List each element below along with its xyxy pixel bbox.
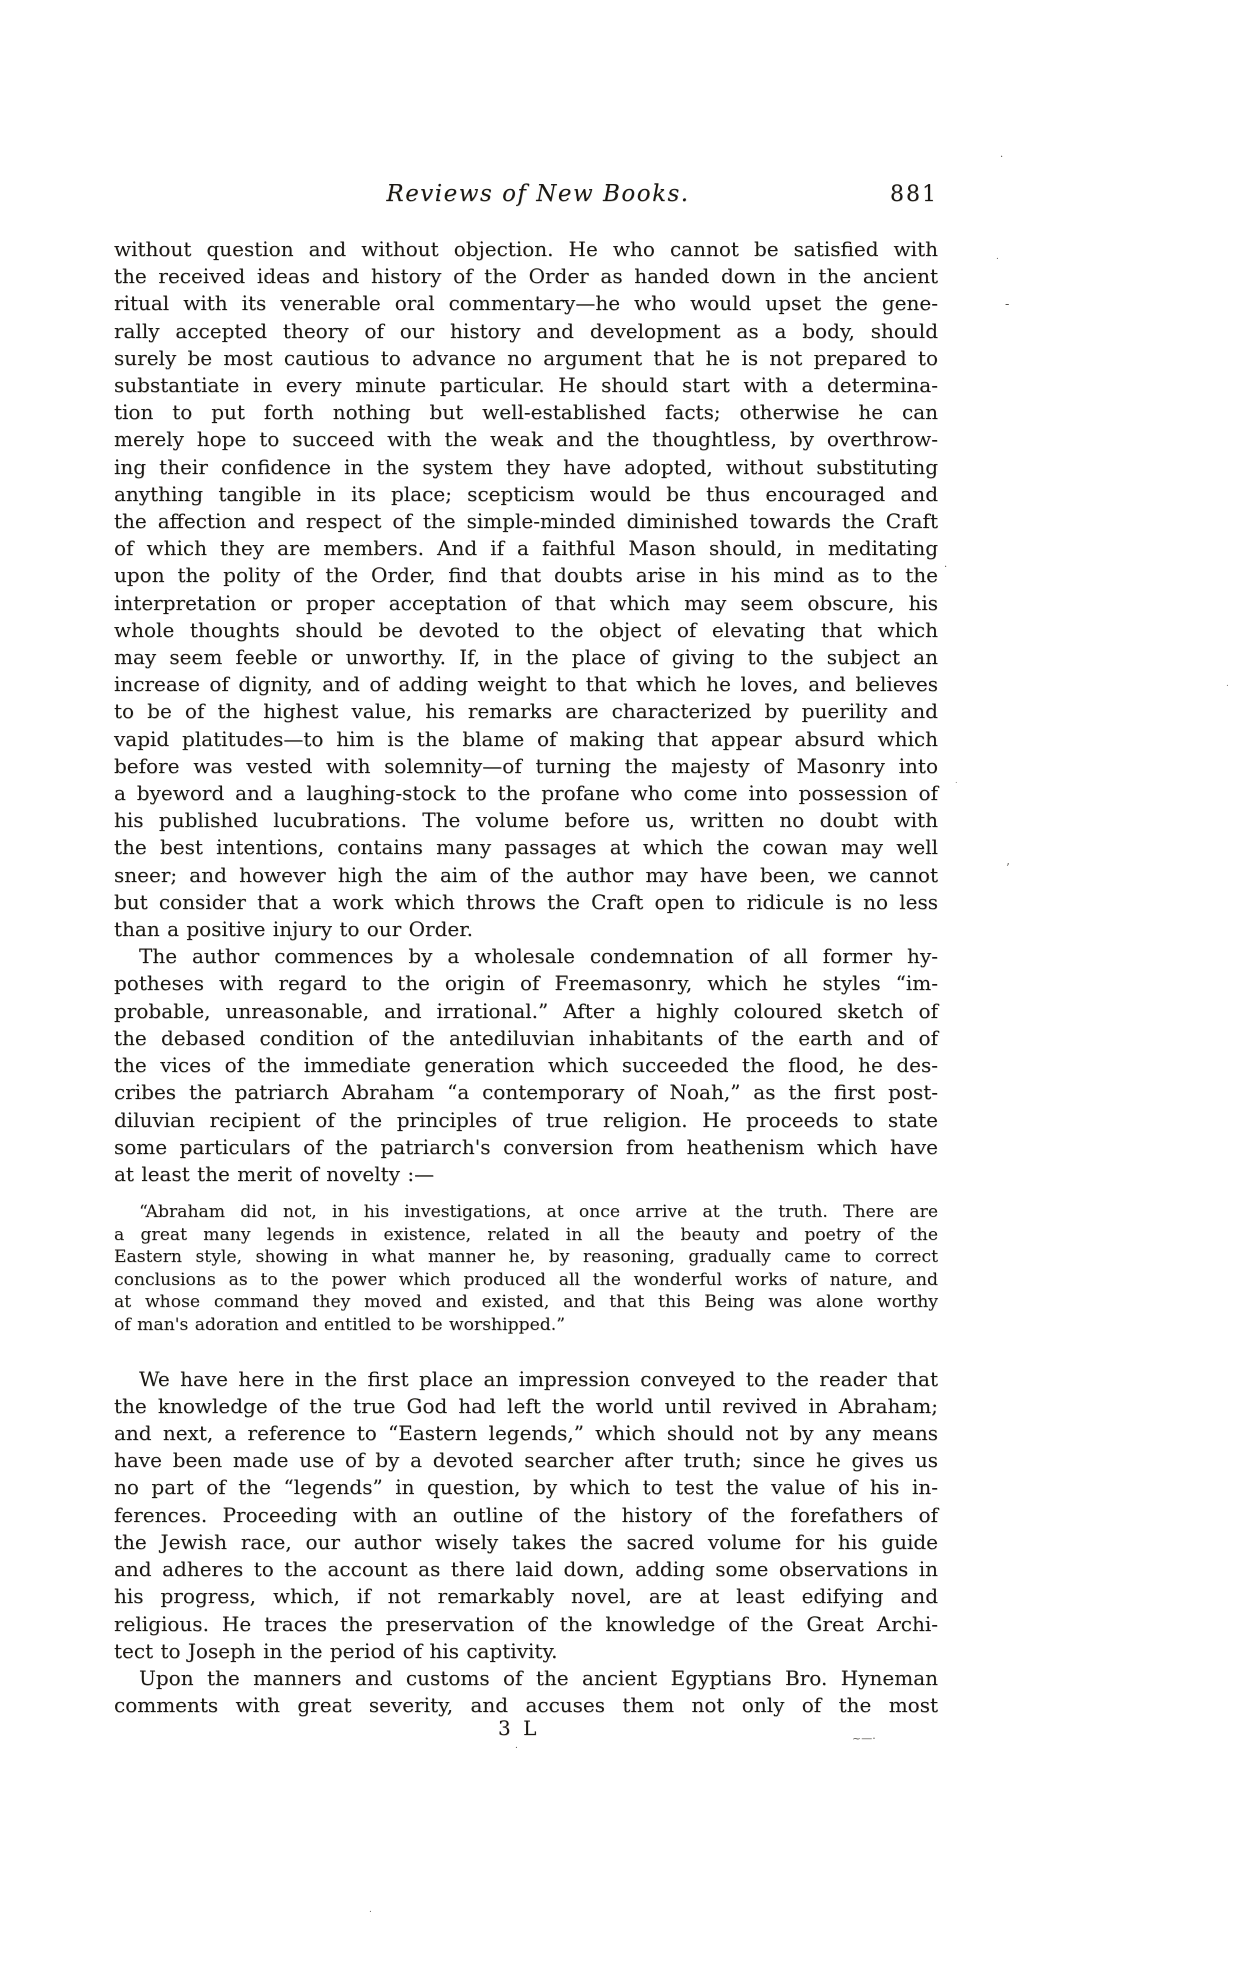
text-line: and next, a reference to “Eastern legends,” which should not by any means bbox=[114, 1421, 938, 1446]
text-line: the vices of the immediate generation which succeeded the flood, he des- bbox=[114, 1053, 938, 1078]
scan-noise-mark: . bbox=[515, 1741, 518, 1751]
text-line: conclusions as to the power which produced all the wonderful works of nature, and bbox=[114, 1269, 938, 1290]
page-number: 881 bbox=[890, 182, 938, 207]
text-line: surely be most cautious to advance no argument that he is not prepared to bbox=[114, 345, 938, 370]
body-paragraph bbox=[114, 1366, 938, 1665]
text-line: the Jewish race, our author wisely takes the sacred volume for his guide bbox=[114, 1529, 938, 1554]
text-line: than a positive injury to our Order. bbox=[114, 917, 473, 942]
text-line: anything tangible in its place; scepticism would be thus encouraged and bbox=[114, 481, 938, 506]
text-line: ing their confidence in the system they have adopted, without substituting bbox=[114, 454, 938, 479]
text-line: at least the merit of novelty :— bbox=[114, 1161, 435, 1186]
text-line: of which they are members. And if a faithful Mason should, in meditating bbox=[114, 536, 938, 561]
text-line: We have here in the first place an impression conveyed to the reader that bbox=[139, 1366, 938, 1391]
text-line: vapid platitudes—to him is the blame of making that appear absurd which bbox=[114, 726, 938, 751]
text-line: a byeword and a laughing-stock to the profane who come into possession of bbox=[114, 781, 938, 806]
text-line: interpretation or proper acceptation of that which may seem obscure, his bbox=[114, 590, 938, 615]
text-line: sneer; and however high the aim of the author may have been, we cannot bbox=[114, 862, 938, 887]
text-line: before was vested with solemnity—of turning the majesty of Masonry into bbox=[114, 753, 938, 778]
text-line: a great many legends in existence, related in all the beauty and poetry of the bbox=[114, 1224, 938, 1245]
scan-noise-mark: . bbox=[1000, 149, 1004, 160]
page-text-block bbox=[114, 236, 938, 1719]
text-line: the received ideas and history of the Order as handed down in the ancient bbox=[114, 264, 938, 289]
scan-noise-mark: . bbox=[369, 1905, 372, 1915]
text-line: tect to Joseph in the period of his captivity. bbox=[114, 1638, 558, 1663]
text-line: comments with great severity, and accuses them not only of the most bbox=[114, 1693, 938, 1718]
printer-signature-mark: 3 L bbox=[498, 1716, 540, 1740]
text-line: Upon the manners and customs of the ancient Egyptians Bro. Hyneman bbox=[139, 1665, 938, 1690]
text-line: religious. He traces the preservation of the knowledge of the Great Archi- bbox=[114, 1611, 938, 1636]
text-line: may seem feeble or unworthy. If, in the place of giving to the subject an bbox=[114, 645, 938, 670]
text-line: diluvian recipient of the principles of true religion. He proceeds to state bbox=[114, 1107, 938, 1132]
text-line: his progress, which, if not remarkably novel, are at least edifying and bbox=[114, 1584, 938, 1609]
text-line: Eastern style, showing in what manner he, by reasoning, gradually came to correct bbox=[114, 1247, 938, 1268]
text-line: probable, unreasonable, and irrational.” After a highly coloured sketch of bbox=[114, 998, 938, 1023]
running-title: Reviews of New Books. bbox=[386, 181, 690, 207]
body-paragraph bbox=[114, 943, 938, 1188]
text-line: and adheres to the account as there laid down, adding some observations in bbox=[114, 1557, 938, 1582]
scan-noise-mark: . bbox=[944, 559, 948, 570]
scan-noise-mark: . bbox=[1226, 679, 1229, 689]
text-line: potheses with regard to the origin of Freemasonry, which he styles “im- bbox=[114, 971, 938, 996]
text-line: the debased condition of the antediluvian inhabitants of the earth and of bbox=[114, 1025, 938, 1050]
scan-noise-mark: ~—· bbox=[852, 1732, 876, 1745]
text-line: to be of the highest value, his remarks are characterized by puerility and bbox=[114, 699, 938, 724]
body-paragraph bbox=[114, 236, 938, 943]
text-line: The author commences by a wholesale condemnation of all former hy- bbox=[139, 944, 938, 969]
running-header bbox=[114, 181, 938, 213]
text-line: no part of the “legends” in question, by which to test the value of his in- bbox=[114, 1475, 938, 1500]
text-line: merely hope to succeed with the weak and the thoughtless, by overthrow- bbox=[114, 427, 938, 452]
text-line: without question and without objection. He who cannot be satisfied with bbox=[114, 237, 938, 261]
text-line: substantiate in every minute particular. He should start with a determina- bbox=[114, 373, 938, 398]
blockquote-paragraph bbox=[114, 1201, 938, 1337]
scan-noise-mark: . bbox=[996, 252, 999, 262]
text-line: some particulars of the patriarch's conversion from heathenism which have bbox=[114, 1134, 938, 1159]
text-line: ferences. Proceeding with an outline of the history of the forefathers of bbox=[114, 1502, 938, 1527]
text-line: at whose command they moved and existed, and that this Being was alone worthy bbox=[114, 1292, 938, 1313]
body-paragraph bbox=[114, 1665, 938, 1719]
text-line: the knowledge of the true God had left the world until revived in Abraham; bbox=[114, 1393, 938, 1418]
text-line: but consider that a work which throws the Craft open to ridicule is no less bbox=[114, 889, 938, 914]
text-line: upon the polity of the Order, find that doubts arise in his mind as to the bbox=[114, 563, 938, 588]
text-line: tion to put forth nothing but well-established facts; otherwise he can bbox=[114, 400, 938, 425]
text-line: rally accepted theory of our history and development as a body, should bbox=[114, 318, 938, 343]
scan-noise-mark: ’ bbox=[1006, 861, 1010, 875]
text-line: “Abraham did not, in his investigations, at once arrive at the truth. There are bbox=[139, 1202, 938, 1223]
text-line: of man's adoration and entitled to be worshipped.” bbox=[114, 1315, 566, 1336]
text-line: cribes the patriarch Abraham “a contemporary of Noah,” as the first post- bbox=[114, 1080, 938, 1105]
text-line: the best intentions, contains many passages at which the cowan may well bbox=[114, 835, 938, 860]
scan-noise-mark: . bbox=[955, 776, 958, 785]
text-line: increase of dignity, and of adding weight to that which he loves, and believes bbox=[114, 672, 938, 697]
text-line: the affection and respect of the simple-minded diminished towards the Craft bbox=[114, 509, 938, 534]
text-line: have been made use of by a devoted searcher after truth; since he gives us bbox=[114, 1448, 938, 1473]
scan-noise-mark: - bbox=[1005, 297, 1010, 312]
text-line: his published lucubrations. The volume before us, written no doubt with bbox=[114, 808, 938, 833]
text-line: ritual with its venerable oral commentary—he who would upset the gene- bbox=[114, 291, 938, 316]
text-line: whole thoughts should be devoted to the object of elevating that which bbox=[114, 617, 938, 642]
